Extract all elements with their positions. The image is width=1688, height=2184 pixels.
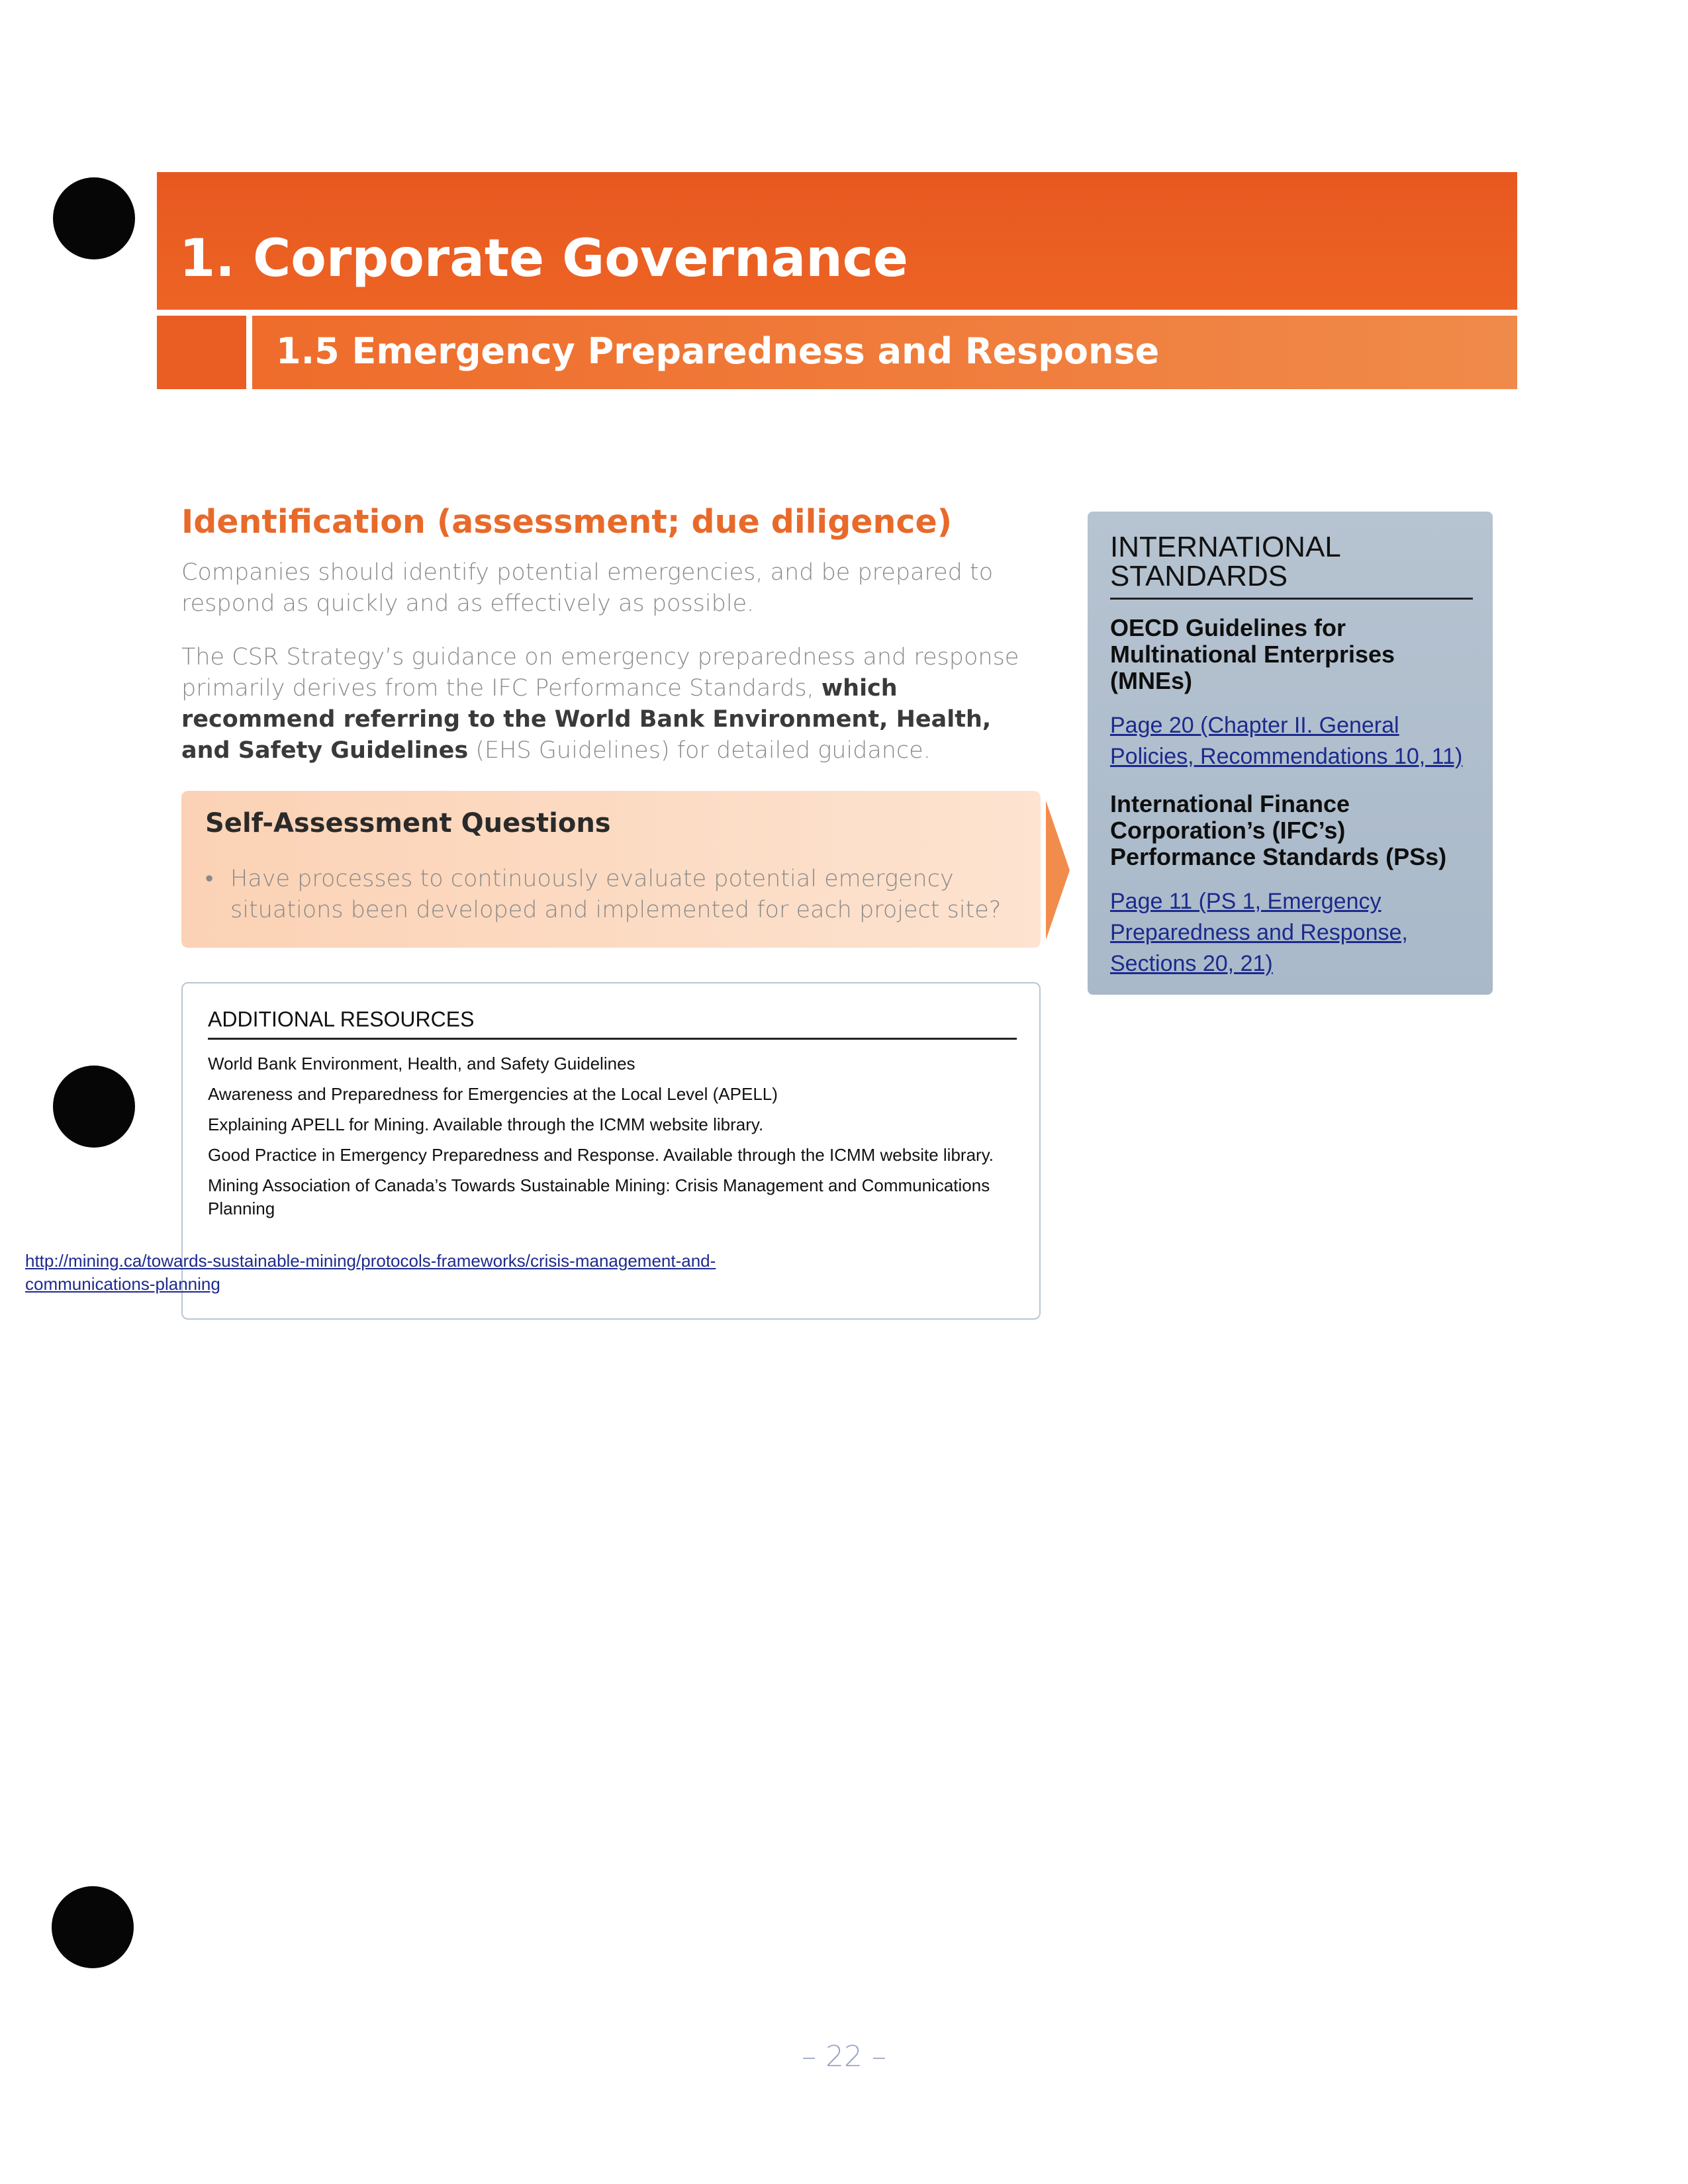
bullet-icon: • <box>205 866 214 892</box>
guidance-paragraph <box>181 642 1042 766</box>
section-banner <box>252 316 1517 389</box>
self-assessment-title: Self-Assessment Questions <box>205 808 611 839</box>
resources-list <box>208 1052 1022 1228</box>
chapter-banner <box>157 172 1517 310</box>
binder-hole-bottom <box>52 1886 134 1968</box>
resource-item: World Bank Environment, Health, and Safety Guidelines <box>208 1054 635 1073</box>
additional-resources-title: ADDITIONAL RESOURCES <box>208 1007 475 1031</box>
section-banner-tab <box>157 316 246 389</box>
chapter-title: 1. Corporate Governance <box>179 229 908 289</box>
binder-hole-top <box>53 177 135 259</box>
resource-item: Explaining APELL for Mining. Available through the ICMM website library. <box>208 1115 764 1134</box>
arrow-right-icon <box>1046 801 1070 940</box>
guidance-text-b: (EHS Guidelines) for detailed guidance. <box>468 737 931 764</box>
resource-item: Mining Association of Canada’s Towards Sustainable Mining: Crisis Management and Communications Planning <box>208 1175 990 1218</box>
question-text: Have processes to continuously evaluate potential emergency situations been developed and implemented for each project site? <box>230 866 1002 923</box>
identification-heading: Identification (assessment; due diligence) <box>181 503 953 541</box>
international-standards-title: INTERNATIONAL STANDARDS <box>1110 531 1340 592</box>
international-standards-box <box>1088 512 1493 995</box>
section-title: 1.5 Emergency Preparedness and Response <box>276 330 1160 372</box>
oecd-page-link[interactable]: Page 20 (Chapter II. General Policies, Recommendations 10, 11) <box>1110 713 1463 769</box>
guidance-text-a: The CSR Strategy’s guidance on emergency preparedness and response primarily derives from the IFC Performance Standards, <box>181 644 1019 702</box>
guidance-text-bold: which recommend referring to the World Bank Environment, Health, and Safety Guidelines <box>181 675 992 764</box>
ifc-heading: International Finance Corporation’s (IFC’s) Performance Standards (PSs) <box>1110 790 1447 870</box>
resource-item: Awareness and Preparedness for Emergencies at the Local Level (APELL) <box>208 1084 778 1104</box>
binder-hole-middle <box>53 1066 135 1148</box>
divider <box>1110 598 1473 600</box>
self-assessment-box <box>181 791 1041 948</box>
self-assessment-question <box>205 864 1013 926</box>
crisis-management-link[interactable]: http://mining.ca/towards-sustainable-mining/protocols-frameworks/crisis-management-and-communications-planning <box>25 1251 716 1294</box>
page-number: – 22 – <box>802 2040 886 2073</box>
resource-item: Good Practice in Emergency Preparedness and Response. Available through the ICMM website library. <box>208 1145 994 1165</box>
ifc-page-link[interactable]: Page 11 (PS 1, Emergency Preparedness and Response, Sections 20, 21) <box>1110 889 1408 976</box>
divider <box>208 1038 1017 1040</box>
intro-paragraph: Companies should identify potential emergencies, and be prepared to respond as quickly and as effectively as possible. <box>181 559 994 617</box>
oecd-heading: OECD Guidelines for Multinational Enterprises (MNEs) <box>1110 614 1395 694</box>
